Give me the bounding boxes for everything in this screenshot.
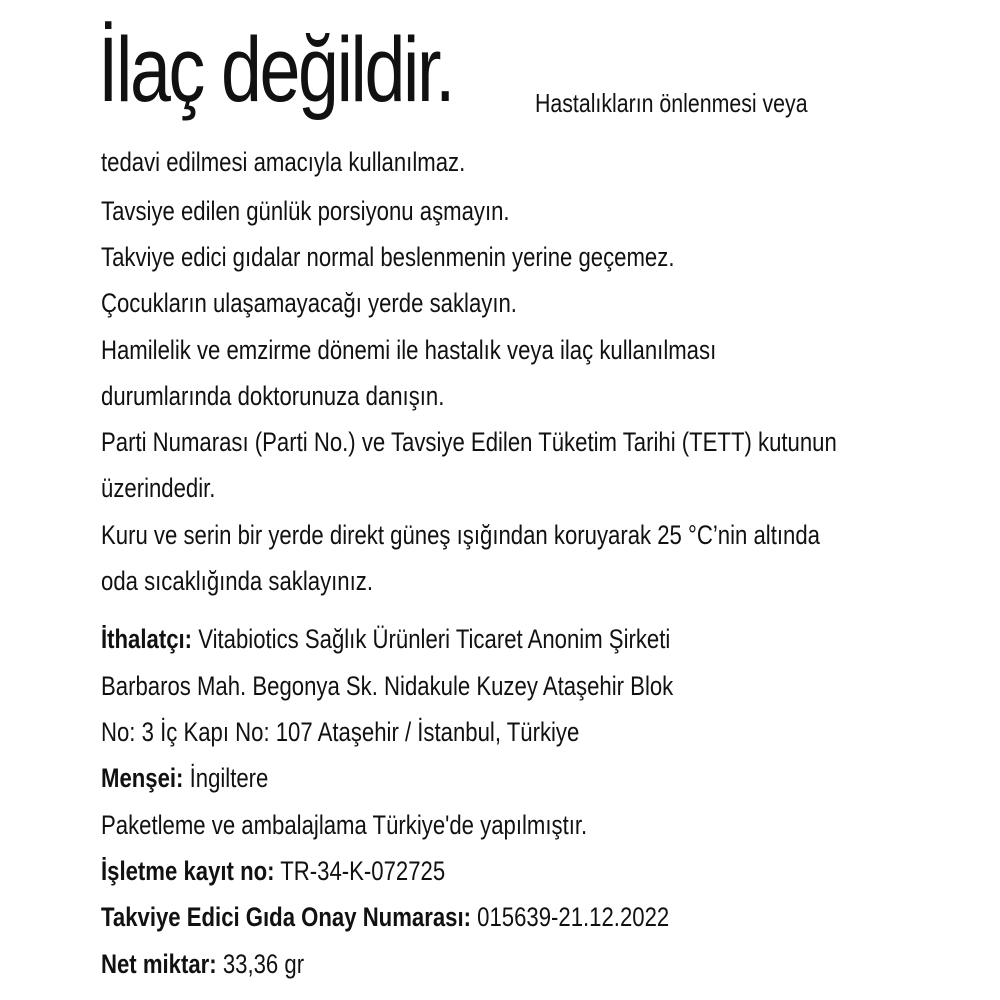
warning-line: durumlarında doktorunuza danışın. [101,381,445,411]
warning-line: Takviye edici gıdalar normal beslenmenin yerine geçemez. [101,242,675,272]
warning-line: üzerindedir. [101,473,216,503]
warning-line: oda sıcaklığında saklayınız. [101,566,373,596]
origin-line [101,760,268,796]
net-quantity-value: 33,36 gr [222,949,305,979]
approval-label: Takviye Edici Gıda Onay Numarası: [101,902,471,932]
warning-line: Hamilelik ve emzirme dönemi ile hastalık veya ilaç kullanılması [101,335,717,365]
registration-value: TR-34-K-072725 [280,856,446,886]
importer-value: Vitabiotics Sağlık Ürünleri Ticaret Anonim Şirketi [198,624,671,654]
approval-value: 015639-21.12.2022 [477,902,670,932]
address-line-1: Barbaros Mah. Begonya Sk. Nidakule Kuzey Ataşehir Blok [101,671,674,701]
importer-line [101,621,670,657]
warning-line: Tavsiye edilen günlük porsiyonu aşmayın. [101,196,510,226]
warning-line: Kuru ve serin bir yerde direkt güneş ışığından koruyarak 25 °C’nin altında [101,520,820,550]
registration-line [101,853,445,889]
importer-label: İthalatçı: [101,624,193,654]
origin-value: İngiltere [189,763,269,793]
warning-line: Çocukların ulaşamayacağı yerde saklayın. [101,288,517,318]
not-a-drug-headline: İlaç değildir. [98,19,454,121]
registration-label: İşletme kayıt no: [101,856,275,886]
warning-line: Parti Numarası (Parti No.) ve Tavsiye Edilen Tüketim Tarihi (TETT) kutunun [101,427,837,457]
approval-line [101,899,669,935]
net-quantity-line [101,946,304,982]
net-quantity-label: Net miktar: [101,949,217,979]
headline-continuation-text: Hastalıkların önlenmesi veya [535,88,808,118]
warning-line: tedavi edilmesi amacıyla kullanılmaz. [101,147,466,177]
address-line-2: No: 3 İç Kapı No: 107 Ataşehir / İstanbul, Türkiye [101,717,580,747]
origin-label: Menşei: [101,763,184,793]
packaging-note: Paketleme ve ambalajlama Türkiye'de yapılmıştır. [101,810,588,840]
